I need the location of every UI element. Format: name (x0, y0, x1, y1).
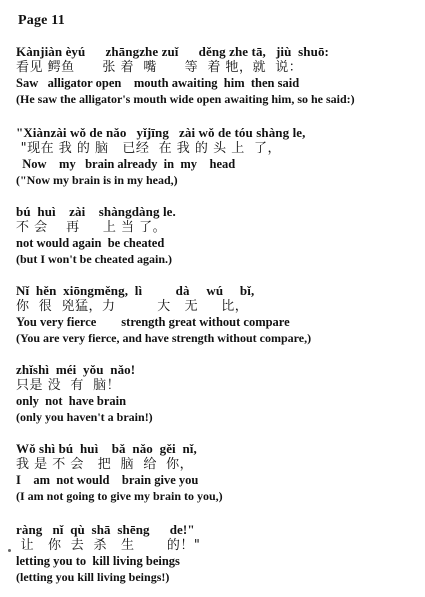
chinese-line: 只是 没 有 脑！ (16, 378, 121, 393)
verse-block (16, 441, 416, 504)
pinyin-line: Nǐ hěn xiōngměng, lì dà wú bǐ, (16, 283, 255, 298)
verse-block (16, 283, 416, 346)
gloss-line: Now my brain already in my head (16, 157, 236, 171)
scan-speck (8, 549, 11, 552)
gloss-line: not would again be cheated (16, 236, 165, 250)
translation-line: (I am not going to give my brain to you,) (16, 489, 223, 503)
translation-line: (only you haven't a brain!) (16, 410, 153, 424)
verse-block (16, 44, 416, 107)
pinyin-line: ràng nǐ qù shā shēng de!" (16, 522, 195, 537)
chinese-line: 不 会 再 上 当 了。 (16, 220, 167, 235)
gloss-line: You very fierce strength great without compare (16, 315, 290, 329)
gloss-line: I am not would brain give you (16, 473, 199, 487)
chinese-line: 我 是 不 会 把 脑 给 你， (16, 457, 194, 472)
pinyin-line: Kànjiàn èyú zhāngzhe zuǐ děng zhe tā, jiù shuō: (16, 44, 329, 59)
gloss-line: only not have brain (16, 394, 127, 408)
gloss-line: letting you to kill living beings (16, 554, 180, 568)
translation-line: (letting you kill living beings!) (16, 570, 170, 584)
translation-line: (but I won't be cheated again.) (16, 252, 173, 266)
pinyin-line: bú huì zài shàngdàng le. (16, 204, 176, 219)
chinese-line: 让 你 去 杀 生 的！" (16, 538, 201, 553)
translation-line: ("Now my brain is in my head,) (16, 173, 178, 187)
pinyin-line: "Xiànzài wǒ de nǎo yǐjīng zài wǒ de tóu shàng le, (16, 125, 306, 140)
chinese-line: "现在 我 的 脑 已经 在 我 的 头 上 了， (16, 141, 281, 156)
chinese-line: 你 很 兇猛，力 大 无 比， (16, 299, 249, 314)
gloss-line: Saw alligator open mouth awaiting him then said (16, 76, 300, 90)
chinese-line: 看见 鳄鱼 张 着 嘴 等 着 牠，就 说： (16, 60, 303, 75)
pinyin-line: zhǐshì méi yǒu nǎo! (16, 362, 136, 377)
verse-block (16, 522, 416, 585)
pinyin-line: Wǒ shì bú huì bǎ nǎo gěi nǐ, (16, 441, 197, 456)
verse-block (16, 362, 416, 425)
translation-line: (He saw the alligator's mouth wide open awaiting him, so he said:) (16, 92, 355, 106)
verse-block (16, 125, 416, 188)
verse-block (16, 204, 416, 267)
page-number: Page 11 (18, 13, 65, 28)
translation-line: (You are very fierce, and have strength without compare,) (16, 331, 312, 345)
